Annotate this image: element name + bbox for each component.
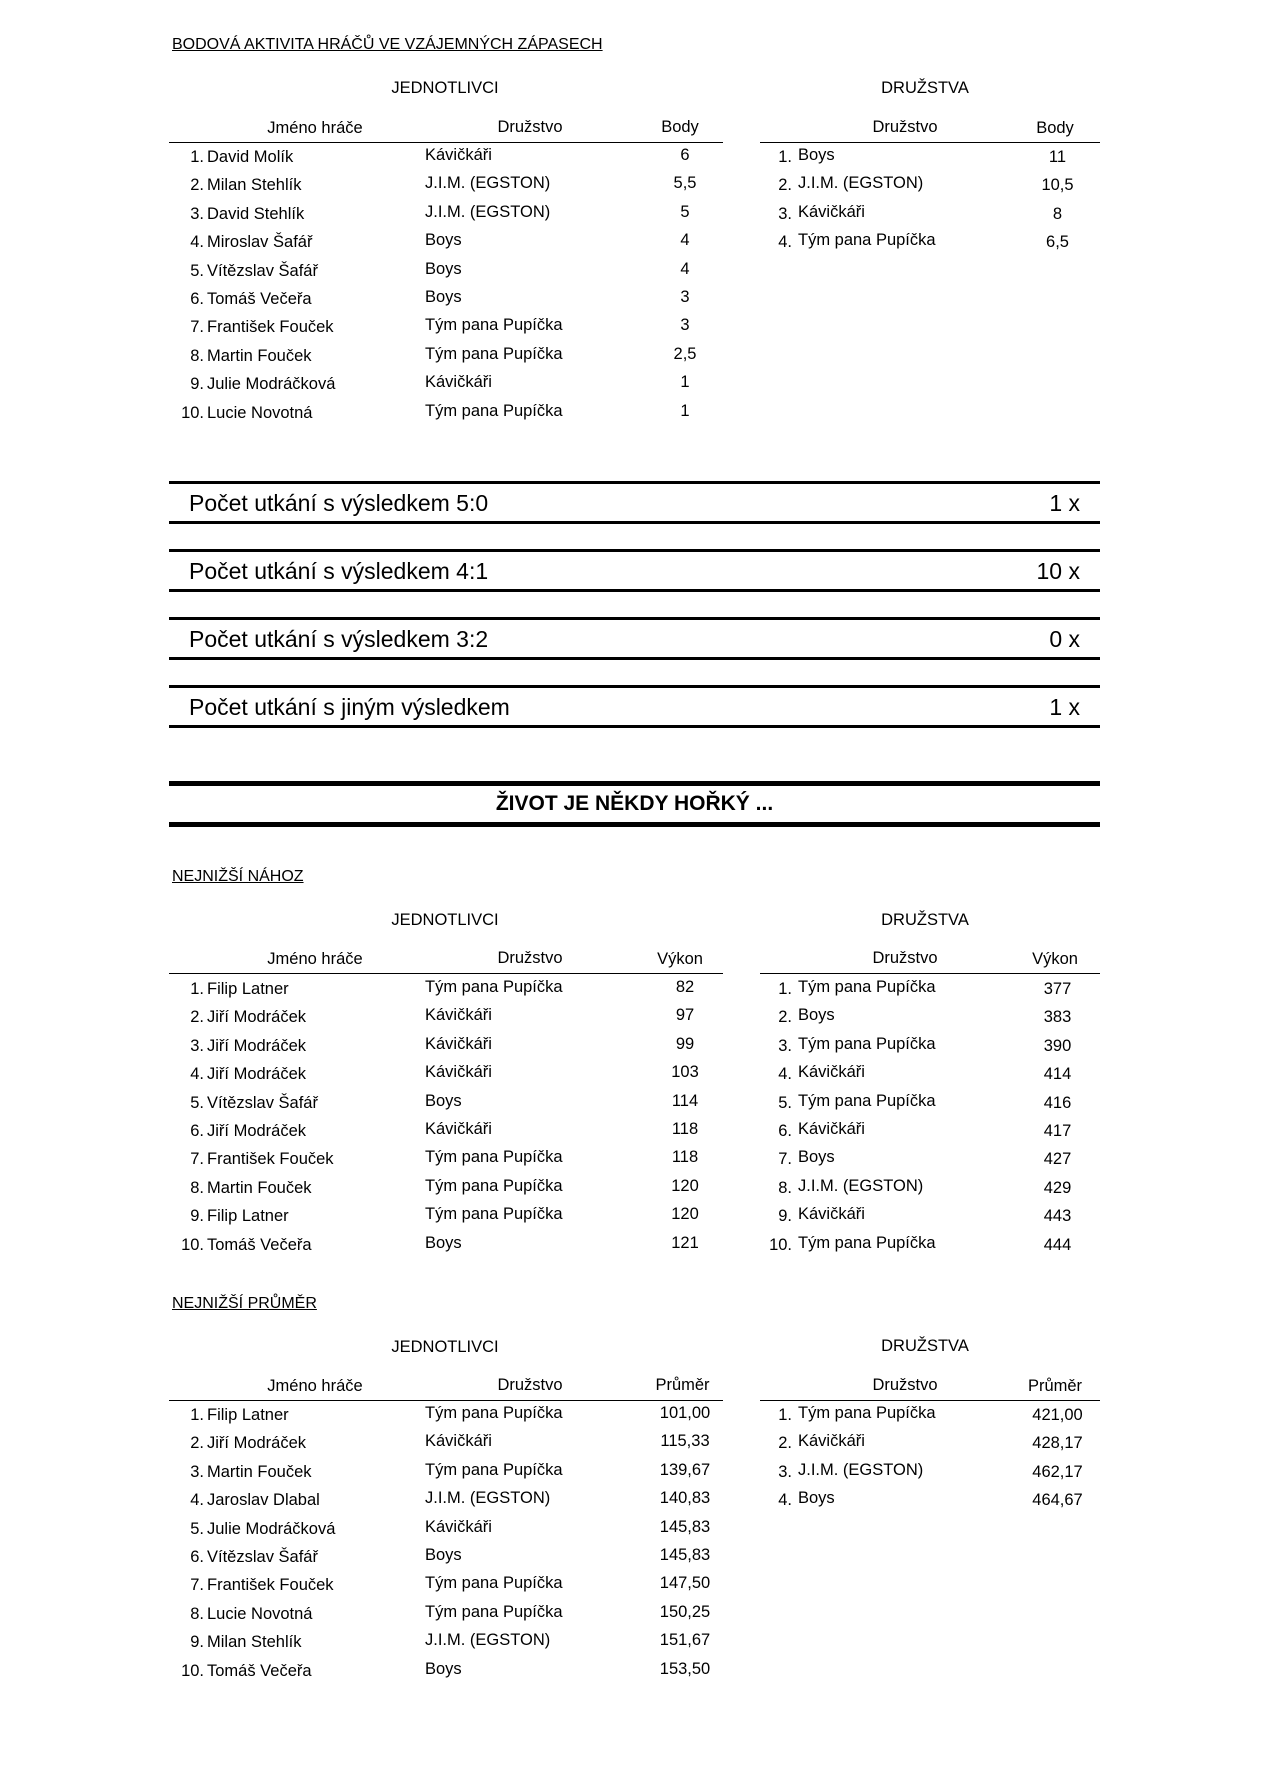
player-name: Vítězslav Šafář <box>207 1548 318 1566</box>
rank: 10. <box>181 1235 204 1254</box>
value: 3 <box>680 288 690 306</box>
player-name: Lucie Novotná <box>207 1604 313 1623</box>
player-name: David Molík <box>207 148 294 166</box>
table-row <box>0 1600 1264 1628</box>
rank: 2. <box>190 1008 204 1027</box>
rank: 1. <box>190 148 204 166</box>
result-row-4-1 <box>169 549 1100 592</box>
value: 82 <box>675 978 695 996</box>
table-row <box>0 1032 1264 1060</box>
value: 118 <box>671 1120 699 1138</box>
rank: 9. <box>778 1207 792 1226</box>
team-name: Kávičkáři <box>798 1063 865 1082</box>
team-name: Kávičkáři <box>798 1432 865 1451</box>
table-row <box>0 1089 1264 1117</box>
table-row <box>0 1571 1264 1599</box>
value: 421,00 <box>1032 1406 1083 1424</box>
team-name: Tým pana Pupíčka <box>425 1205 563 1224</box>
result-count: 0 x <box>1049 626 1080 652</box>
rank: 3. <box>778 204 792 223</box>
table-row <box>0 1628 1264 1656</box>
rank: 6. <box>190 1122 204 1140</box>
rank: 10. <box>181 1661 204 1680</box>
value: 11 <box>1048 148 1067 166</box>
rank: 9. <box>190 375 204 394</box>
value: 1 <box>680 401 690 420</box>
value: 2,5 <box>673 344 697 363</box>
rank: 1. <box>190 1406 204 1424</box>
team-name: Boys <box>425 231 462 250</box>
group-title-individuals: JEDNOTLIVCI <box>391 911 499 929</box>
rank: 5. <box>190 1093 204 1112</box>
team-name: Boys <box>425 1233 462 1252</box>
group-title-teams: DRUŽSTVA <box>881 1337 969 1355</box>
team-name: J.I.M. (EGSTON) <box>425 1631 551 1650</box>
player-name: Tomáš Večeřa <box>207 1661 312 1680</box>
team-name: J.I.M. (EGSTON) <box>425 202 551 221</box>
rank: 3. <box>778 1036 792 1055</box>
value: 99 <box>675 1034 695 1053</box>
table-row <box>0 1515 1264 1543</box>
team-name: Kávičkáři <box>425 1006 492 1025</box>
team-name: Kávičkáři <box>798 1120 865 1138</box>
value: 120 <box>671 1176 699 1195</box>
rank: 1. <box>778 980 792 998</box>
rank: 4. <box>778 1491 792 1510</box>
table-row <box>0 171 1264 199</box>
team-name: Boys <box>425 1091 462 1110</box>
player-name: Julie Modráčková <box>207 1519 336 1538</box>
value: 6,5 <box>1046 233 1069 252</box>
rank: 10. <box>769 1235 792 1254</box>
table-row <box>0 313 1264 341</box>
player-name: Milan Stehlík <box>207 176 302 195</box>
team-name: J.I.M. (EGSTON) <box>425 1489 551 1508</box>
header-value: Průměr <box>655 1376 710 1394</box>
value: 427 <box>1043 1150 1072 1169</box>
value: 390 <box>1043 1036 1072 1055</box>
team-name: Tým pana Pupíčka <box>425 1602 563 1621</box>
rank: 6. <box>778 1122 792 1140</box>
header-value: Body <box>1036 119 1074 137</box>
rank: 1. <box>190 980 204 998</box>
value: 5 <box>680 202 690 221</box>
rank: 4. <box>778 1065 792 1084</box>
player-name: Jiří Modráček <box>207 1434 307 1453</box>
player-name: Martin Fouček <box>207 1462 312 1481</box>
value: 429 <box>1043 1178 1072 1197</box>
value: 150,25 <box>659 1602 711 1621</box>
table-row <box>0 1429 1264 1457</box>
player-name: David Stehlík <box>207 204 305 223</box>
table-row <box>0 285 1264 313</box>
team-name: J.I.M. (EGSTON) <box>798 1460 924 1479</box>
rank: 8. <box>190 346 204 365</box>
header-team: Družstvo <box>497 118 563 136</box>
player-name: Jaroslav Dlabal <box>207 1491 320 1510</box>
rank: 4. <box>190 1491 204 1510</box>
player-name: Jiří Modráček <box>207 1008 307 1027</box>
table-row <box>0 1401 1264 1429</box>
team-name: Boys <box>798 146 835 164</box>
value: 3 <box>680 316 690 335</box>
team-name: Kávičkáři <box>798 1205 865 1224</box>
value: 417 <box>1043 1122 1072 1140</box>
section-title-points: BODOVÁ AKTIVITA HRÁČŮ VE VZÁJEMNÝCH ZÁPASECH <box>172 36 603 53</box>
rank: 5. <box>190 1519 204 1538</box>
team-name: J.I.M. (EGSTON) <box>798 174 924 193</box>
table-row <box>0 1231 1264 1259</box>
rank: 8. <box>778 1178 792 1197</box>
rank: 9. <box>190 1207 204 1226</box>
table-row <box>0 1174 1264 1202</box>
header-name: Jméno hráče <box>267 950 363 968</box>
team-name: Tým pana Pupíčka <box>425 978 563 996</box>
team-name: Tým pana Pupíčka <box>425 1148 563 1167</box>
team-name: Tým pana Pupíčka <box>798 978 936 996</box>
value: 443 <box>1043 1207 1072 1226</box>
value: 10,5 <box>1041 176 1074 195</box>
value: 462,17 <box>1032 1462 1083 1481</box>
table-row <box>0 399 1264 427</box>
rank: 2. <box>778 176 792 195</box>
value: 464,67 <box>1032 1491 1083 1510</box>
table-row <box>0 1003 1264 1031</box>
rank: 3. <box>778 1462 792 1481</box>
team-name: Tým pana Pupíčka <box>425 1574 563 1593</box>
rank: 7. <box>190 1150 204 1169</box>
value: 444 <box>1043 1235 1072 1254</box>
player-name: Miroslav Šafář <box>207 233 313 252</box>
value: 414 <box>1043 1065 1072 1084</box>
team-name: Tým pana Pupíčka <box>425 316 563 335</box>
player-name: Jiří Modráček <box>207 1122 307 1140</box>
rank: 4. <box>778 233 792 252</box>
table-row <box>0 1657 1264 1685</box>
value: 151,67 <box>659 1631 711 1650</box>
value: 97 <box>675 1006 695 1025</box>
team-name: Boys <box>425 259 462 278</box>
table-row <box>0 1486 1264 1514</box>
group-title-teams: DRUŽSTVA <box>881 79 969 97</box>
result-row-5-0 <box>169 481 1100 524</box>
section-title-lowest-average: NEJNIŽŠÍ PRŮMĚR <box>172 1295 317 1312</box>
player-name: Filip Latner <box>207 980 289 998</box>
value: 6 <box>680 146 690 164</box>
value: 377 <box>1043 980 1072 998</box>
team-name: Tým pana Pupíčka <box>798 1233 936 1252</box>
header-name: Jméno hráče <box>267 1377 363 1395</box>
header-name: Jméno hráče <box>267 119 363 137</box>
team-name: J.I.M. (EGSTON) <box>425 174 551 193</box>
result-label: Počet utkání s výsledkem 4:1 <box>189 558 489 584</box>
player-name: František Fouček <box>207 318 334 337</box>
header-value: Výkon <box>657 950 703 968</box>
value: 145,83 <box>659 1517 711 1536</box>
team-name: Tým pana Pupíčka <box>425 1176 563 1195</box>
player-name: František Fouček <box>207 1576 334 1595</box>
team-name: Tým pana Pupíčka <box>798 1034 936 1053</box>
rank: 10. <box>181 403 204 422</box>
team-name: Tým pana Pupíčka <box>425 1460 563 1479</box>
team-name: Boys <box>425 288 462 306</box>
rank: 6. <box>190 290 204 308</box>
value: 115,33 <box>660 1432 710 1451</box>
group-title-individuals: JEDNOTLIVCI <box>391 1338 499 1356</box>
player-name: Martin Fouček <box>207 346 312 365</box>
player-name: Filip Latner <box>207 1207 289 1226</box>
value: 118 <box>671 1148 699 1167</box>
value: 114 <box>671 1091 699 1110</box>
value: 4 <box>680 259 690 278</box>
team-name: Tým pana Pupíčka <box>425 1404 563 1422</box>
player-name: Jiří Modráček <box>207 1036 307 1055</box>
header-value: Průměr <box>1027 1377 1083 1395</box>
rank: 8. <box>190 1604 204 1623</box>
rank: 7. <box>778 1150 792 1169</box>
player-name: Julie Modráčková <box>207 375 336 394</box>
value: 140,83 <box>659 1489 711 1508</box>
player-name: Tomáš Večeřa <box>207 290 312 308</box>
team-name: Kávičkáři <box>798 202 865 221</box>
team-name: Kávičkáři <box>425 373 492 392</box>
rank: 2. <box>778 1434 792 1453</box>
rank: 8. <box>190 1178 204 1197</box>
result-count: 1 x <box>1049 694 1080 720</box>
table-row <box>0 1145 1264 1173</box>
team-name: Kávičkáři <box>425 1120 492 1138</box>
table-row <box>0 1117 1264 1145</box>
header-team: Družstvo <box>497 949 563 967</box>
table-row <box>0 1202 1264 1230</box>
value: 416 <box>1043 1093 1072 1112</box>
table-row <box>0 143 1264 171</box>
rank: 4. <box>190 1065 204 1084</box>
section-title-lowest-throw: NEJNIŽŠÍ NÁHOZ <box>172 868 304 885</box>
player-name: Lucie Novotná <box>207 403 313 422</box>
team-name: Tým pana Pupíčka <box>425 401 563 420</box>
rank: 7. <box>190 318 204 337</box>
result-label: Počet utkání s jiným výsledkem <box>189 694 510 720</box>
rank: 2. <box>778 1008 792 1027</box>
rank: 7. <box>190 1576 204 1595</box>
rank: 2. <box>190 176 204 195</box>
value: 8 <box>1052 204 1063 223</box>
team-name: Tým pana Pupíčka <box>798 1404 936 1422</box>
rank: 1. <box>778 1406 792 1424</box>
value: 5,5 <box>673 174 697 193</box>
header-team: Družstvo <box>872 118 938 136</box>
team-name: Tým pana Pupíčka <box>425 344 563 363</box>
group-title-individuals: JEDNOTLIVCI <box>391 79 499 97</box>
rank: 1. <box>778 148 792 166</box>
result-label: Počet utkání s výsledkem 3:2 <box>189 626 489 652</box>
table-row <box>0 200 1264 228</box>
rank: 9. <box>190 1633 204 1652</box>
player-name: Milan Stehlík <box>207 1633 302 1652</box>
header-value: Výkon <box>1032 950 1078 968</box>
banner-text: ŽIVOT JE NĚKDY HOŘKÝ ... <box>495 792 774 815</box>
value: 103 <box>671 1063 699 1082</box>
value: 428,17 <box>1032 1434 1083 1453</box>
team-name: Kávičkáři <box>425 1034 492 1053</box>
header-value: Body <box>661 118 699 136</box>
player-name: Filip Latner <box>207 1406 289 1424</box>
group-title-teams: DRUŽSTVA <box>881 911 969 929</box>
header-team: Družstvo <box>872 949 938 967</box>
team-name: Kávičkáři <box>425 1432 492 1451</box>
header-team: Družstvo <box>872 1376 938 1394</box>
table-row <box>0 228 1264 256</box>
team-name: Boys <box>425 1659 462 1678</box>
player-name: Jiří Modráček <box>207 1065 307 1084</box>
player-name: Tomáš Večeřa <box>207 1235 312 1254</box>
table-row <box>0 370 1264 398</box>
value: 147,50 <box>659 1574 711 1593</box>
player-name: Martin Fouček <box>207 1178 312 1197</box>
value: 383 <box>1043 1008 1072 1027</box>
header-team: Družstvo <box>497 1376 563 1394</box>
rank: 6. <box>190 1548 204 1566</box>
rank: 5. <box>778 1093 792 1112</box>
value: 145,83 <box>659 1546 711 1564</box>
table-row <box>0 342 1264 370</box>
result-count: 10 x <box>1036 558 1080 584</box>
team-name: Boys <box>425 1546 462 1564</box>
team-name: Boys <box>798 1148 835 1167</box>
table-row <box>0 1458 1264 1486</box>
team-name: Boys <box>798 1489 835 1508</box>
value: 121 <box>671 1233 699 1252</box>
result-row-3-2 <box>169 617 1100 660</box>
rank: 5. <box>190 261 204 280</box>
value: 139,67 <box>659 1460 711 1479</box>
value: 153,50 <box>659 1659 711 1678</box>
team-name: Tým pana Pupíčka <box>798 231 936 250</box>
rank: 3. <box>190 204 204 223</box>
table-row <box>0 1060 1264 1088</box>
value: 4 <box>680 231 690 250</box>
value: 1 <box>680 373 690 392</box>
banner <box>169 781 1100 827</box>
value: 101,00 <box>659 1404 711 1422</box>
table-row <box>0 975 1264 1003</box>
team-name: Tým pana Pupíčka <box>798 1091 936 1110</box>
table-row <box>0 257 1264 285</box>
result-row-other <box>169 685 1100 728</box>
result-label: Počet utkání s výsledkem 5:0 <box>189 490 489 516</box>
table-row <box>0 1543 1264 1571</box>
rank: 3. <box>190 1462 204 1481</box>
player-name: František Fouček <box>207 1150 334 1169</box>
result-count: 1 x <box>1049 490 1080 516</box>
rank: 4. <box>190 233 204 252</box>
value: 120 <box>671 1205 699 1224</box>
player-name: Vítězslav Šafář <box>207 1093 318 1112</box>
team-name: Kávičkáři <box>425 146 492 164</box>
team-name: Boys <box>798 1006 835 1025</box>
team-name: Kávičkáři <box>425 1517 492 1536</box>
team-name: J.I.M. (EGSTON) <box>798 1176 924 1195</box>
rank: 3. <box>190 1036 204 1055</box>
player-name: Vítězslav Šafář <box>207 261 318 280</box>
rank: 2. <box>190 1434 204 1453</box>
team-name: Kávičkáři <box>425 1063 492 1082</box>
